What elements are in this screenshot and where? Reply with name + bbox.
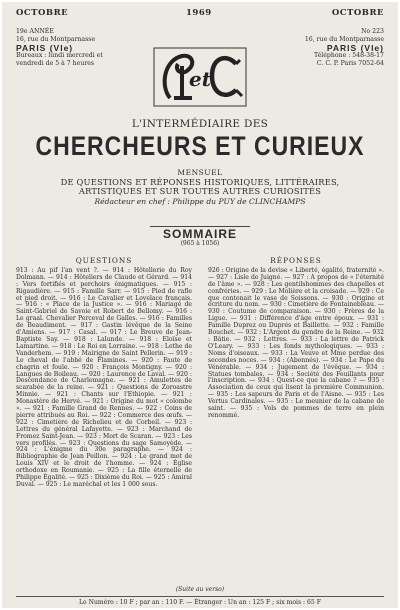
journal-cover-page <box>2 2 398 608</box>
city-left: PARIS (VIe) <box>16 43 74 53</box>
svg-text:et: et <box>189 67 211 91</box>
questions-heading: QUESTIONS <box>75 256 133 265</box>
date-line <box>16 8 384 20</box>
subscription-footer: Le Numéro : 10 F ; par an : 110 F. — Étranger : Un an : 125 F ; six mois : 65 F <box>16 596 384 606</box>
month-left: OCTOBRE <box>16 8 69 18</box>
journal-title: CHERCHEURS ET CURIEUX <box>35 130 365 161</box>
answers-heading: RÉPONSES <box>270 256 322 265</box>
subtitle-line-1: DE QUESTIONS ET RÉPONSES HISTORIQUES, LITTÉRAIRES, <box>60 176 340 187</box>
publisher-info-right <box>274 28 384 68</box>
periodicity: MENSUEL <box>177 168 223 177</box>
questions-column <box>16 258 192 489</box>
questions-text: 913 : Au pif l'an vent ?. — 914 : Hôtellerie du Roy Dolmann. — 914 : Hôteliers de Claude et Gérard. — 914 : Vers fortifiés et perchoirs énigmatiques. — 915 : Rigaudière. — 915 : Famille Sarr. — 915 : Pied de rafle et pied droit. — 916 : Le Cavalier et Lovelace français. — 916 : « Place de la Justice ». — 916 : Mariage de Saint-Gabriel de Savoie et Robert de Bellomy. — 916 : Le graal. Chevalier Perceval de Galles. — 916 : Familles de Beaudiment. — 917 : Gastin lévêque de la Seine d'Amiens. — 917 : Casal. — 917 : Le Breuve de Jean-Baptiste Say. — 918 : Lalunde. — 918 : Eloïse et Lamartine. — 918 : Le Roi en Lorraine. — 918 : Lethe de Vanderhem. — 919 : Mairigne de Saint Pellerin. — 919 : Le cheval de l'abbé de Flamines. — 920 : Faute de chagrin et foule. — 920 : François Montigny. — 920 : Langues de Boileau. — 920 : Laurence de Laval. — 920 : Descendance de Charlemagne. — 921 : Amulettes de scarabée de la reine. — 921 : Questions de Zoroastre Minnie. — 921 : Chants sur l'Ethiopie. — 921 : Monastère de Hervé. — 921 : Origine du mot « colombe ». — 921 : Famille Grand de Rennes. — 922 : Coins de pierre attribués au Roi. — 922 : Commerce des œufs. — 922 : Cimetière de Richelieu et de Corbeil. — 923 : Lettres du général Lafayette. — 923 : Marchand de Fromez Saint-Jean. — 923 : Mort de Scaran. — 923 : Les vers profilés. — 923 : Questions du sage Samoyède. — 924 : L'énigme du 30e paragraphe. — 924 : Bibliographie de Jean Peillon. — 924 : Le grand mot de Louis XIV et le droit de l'homme. — 924 : Église orthodoxe en Roumanie. — 925 : La fille éternelle de Philippe Égalité. — 925 : Dixième du Roi. — 925 : Amiral Duval. — 925 : Le maréchal et les 1 000 sous. <box>16 266 192 488</box>
month-right: OCTOBRE <box>331 8 384 18</box>
brand-line: L'INTERMÉDIAIRE DES <box>131 118 269 130</box>
monogram-icon <box>152 46 248 108</box>
volume-year: 19e ANNÉE <box>16 28 54 35</box>
summary-pages: (965 à 1056) <box>180 240 220 247</box>
summary-heading <box>2 227 398 247</box>
answers-column <box>208 258 384 420</box>
answers-text: 926 : Origine de la devise « Liberté, égalité, fraternité ». — 927 : Lisle de Juigné. — 927 : A propos de « l'éternité de l'âme ». — 928 : Les gentilshommes des chapelles et confréries. — 929 : Le Molière et la croisade. — 929 : Ce que contenait le vase de Soissons. — 930 : Origine et écriture du nom. — 930 : Cimetière de Fontainebleau. — 930 : Coutume de comparaison. — 930 : Frères de la Ligue. — 931 : Différence d'âge entre époux. — 931 : Famille Duprez ou Duprés et Baillette. — 932 : Famille Bouchet. — 932 : L'Argent du gendre de la Reine. — 932 : Bâtie. — 932 : Lettres. — 933 : La lettre de Patrick O'Leary. — 933 : Les fonds mythologiques. — 933 : Noms d'oiseaux. — 933 : La Veuve et Mme perdue des secondes noces. — 934 : (Abonnés). — 934 : Le Pape du Vénérable. — 934 : Jugement de l'évêque. — 934 : Statues tombales. — 934 : Société des Feuillants pour l'inscription. — 934 : Quest-ce que la cabane ? — 935 : Association de ceux qui lisent la première Communion. — 935 : Les sapeurs de Paris et de l'Aisne. — 935 : Les Vertus Cardinales. — 935 : Le meunier de la cabane de saint. — 935 : Vols de pommes de terre en plein renommé. <box>208 266 384 419</box>
editor-line: Rédacteur en chef : Philippe du PUY de CLINCHAMPS <box>94 196 306 206</box>
publisher-info-left <box>16 28 126 68</box>
city-right: PARIS (VIe) <box>326 43 384 53</box>
interlaced-monogram-logo <box>152 46 248 108</box>
masthead-subtitle <box>2 168 398 206</box>
year: 1969 <box>186 8 212 18</box>
office-hours: Bureaux : lundi mercredi et vendredi de 5 à 7 heures <box>16 52 103 67</box>
summary-title: SOMMAIRE <box>163 227 237 241</box>
postal-account: C. C. P. Paris 7052-64 <box>316 60 384 67</box>
address-left: 16, rue du Montparnasse <box>16 36 96 43</box>
address-right: 16, rue du Montparnasse <box>304 36 384 43</box>
continued-note: (Suite au verso) <box>175 586 225 593</box>
telephone: Téléphone : 548-38-17 <box>313 52 384 59</box>
subtitle-line-2: ARTISTIQUES ET SUR TOUTES AUTRES CURIOSITÉS <box>78 186 322 197</box>
issue-number: No 223 <box>361 28 384 35</box>
